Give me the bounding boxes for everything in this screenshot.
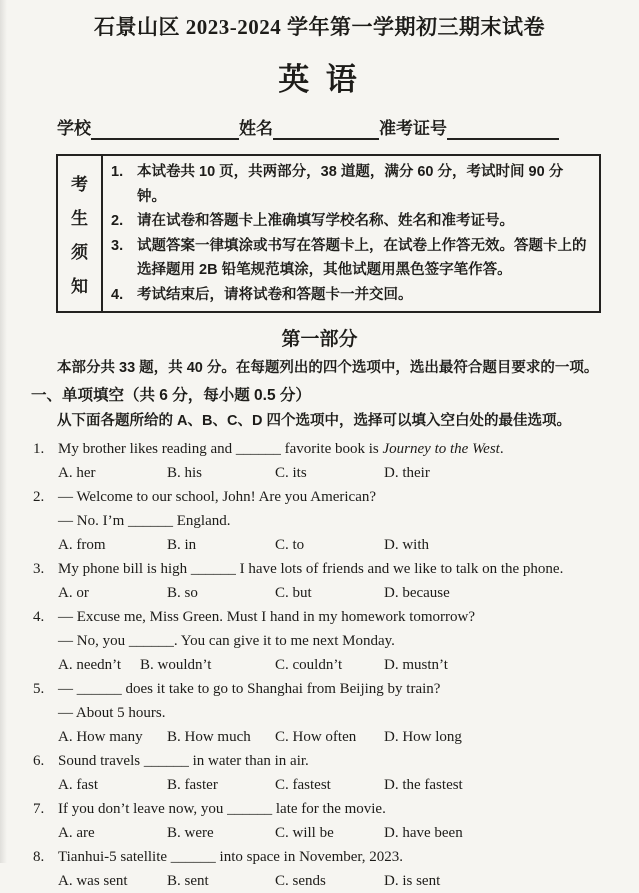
option-cell: D. because [384,585,450,601]
options-row [58,533,639,557]
option-cell: A. fast [58,777,98,793]
notice-item-text: 请在试卷和答题卡上准确填写学校名称、姓名和准考证号。 [137,213,514,229]
question-number: 8. [33,849,45,865]
notice-side-char: 知 [71,277,88,297]
question-stem-line [33,485,639,509]
notice-item-number: 3. [111,237,124,254]
question-stem-text: Tianhui-5 satellite ______ into space in November, 2023. [58,849,404,865]
option-cell: B. were [167,825,214,841]
question-stem-text: My phone bill is high ______ I have lots of friends and we like to talk on the phone. [58,561,564,577]
notice-item-number: 2. [111,213,124,229]
option-cell: B. so [167,585,198,601]
notice-item [111,209,591,234]
question-stem-line [33,845,639,869]
subject-title: 英 语 [278,62,361,97]
option-cell: C. to [275,537,305,553]
question-stem-text: My brother likes reading and ______ favorite book is Journey to the West. [58,441,504,457]
notice-item-text: 试题答案一律填涂或书写在答题卡上，在试卷上作答无效。答题卡上的选择题用 2B 铅笔规范填涂，其他试题用黑色签字笔作答。 [137,237,587,278]
option-cell: D. their [384,465,430,481]
question-list [33,437,639,893]
question-stem-text: Sound travels ______ in water than in air. [58,753,309,769]
question-stem-line [33,605,639,629]
question-stem-text: — Welcome to our school, John! Are you American? [58,489,377,505]
question-item [33,845,639,893]
question-item [33,605,639,677]
field-label-admission-number: 准考证号 [379,119,447,138]
notice-item-text: 考试结束后，请将试卷和答题卡一并交回。 [137,286,413,303]
candidate-info-line [57,118,599,140]
option-cell: B. wouldn’t [140,657,212,673]
notice-side-char: 考 [71,174,88,194]
notice-item-number: 1. [111,164,124,180]
field-label-name: 姓名 [239,119,273,138]
question-number: 3. [33,561,45,577]
options-row [58,821,639,845]
question-stem-text: — Excuse me, Miss Green. Must I hand in my homework tomorrow? [58,609,476,625]
option-cell: A. her [58,465,96,481]
question-stem-line [33,509,639,533]
field-label-school: 学校 [57,119,91,138]
question-item [33,677,639,749]
options-row [58,773,639,797]
option-cell: B. his [167,465,203,481]
part1-intro: 本部分共 33 题，共 40 分。在每题列出的四个选项中，选出最符合题目要求的一项。 [57,360,599,376]
question-stem-text: — ______ does it take to go to Shanghai from Beijing by train? [58,681,441,697]
question-number: 7. [33,801,45,817]
option-cell: D. with [384,537,429,553]
options-row [58,725,639,749]
option-cell: A. was sent [58,873,128,889]
question-number: 1. [33,441,45,457]
question-stem-line [33,437,639,461]
options-row [58,581,639,605]
question-number: 2. [33,489,45,505]
option-cell: B. How much [167,729,251,745]
option-cell: C. sends [275,873,326,889]
question-stem-line [33,629,639,653]
options-row [58,869,639,893]
question-item [33,557,639,605]
page-title: 石景山区 2023-2024 学年第一学期初三期末试卷 [94,15,545,39]
question-number: 5. [33,681,45,697]
option-cell: C. fastest [275,777,331,793]
question-item [33,749,639,797]
option-cell: B. in [167,537,197,553]
option-cell: B. faster [167,777,218,793]
option-cell: B. sent [167,873,209,889]
option-cell: A. How many [58,729,143,745]
option-cell: C. but [275,585,312,601]
section1-title: 一、单项填空（共 6 分，每小题 0.5 分） [31,387,311,404]
notice-side-char: 生 [71,208,88,228]
options-row [58,653,639,677]
notice-side-label [58,156,103,311]
question-number: 6. [33,753,45,769]
notice-box [56,154,601,313]
question-stem-line [33,749,639,773]
notice-items [103,156,599,311]
option-cell: D. the fastest [384,777,463,793]
field-blank-admission-number [447,118,559,140]
notice-item [111,160,591,209]
question-stem-line [33,677,639,701]
question-stem-text: — No, you ______. You can give it to me next Monday. [58,633,395,649]
question-item [33,437,639,485]
option-cell: A. from [58,537,106,553]
option-cell: C. How often [275,729,357,745]
question-item [33,797,639,845]
question-stem-text: — About 5 hours. [58,705,166,721]
notice-item-text: 本试卷共 10 页，共两部分，38 道题，满分 60 分，考试时间 90 分钟。 [137,164,564,205]
option-cell: D. is sent [384,873,441,889]
question-number: 4. [33,609,45,625]
question-stem-text: — No. I’m ______ England. [58,513,231,529]
section1-intro: 从下面各题所给的 A、B、C、D 四个选项中，选择可以填入空白处的最佳选项。 [57,413,571,429]
option-cell: A. needn’t [58,657,122,673]
option-cell: C. will be [275,825,334,841]
question-stem-line [33,701,639,725]
field-blank-name [273,118,379,140]
option-cell: A. are [58,825,95,841]
option-cell: D. have been [384,825,463,841]
notice-item [111,234,591,283]
option-cell: D. mustn’t [384,657,448,673]
part1-heading: 第一部分 [281,329,358,350]
question-item [33,485,639,557]
option-cell: C. couldn’t [275,657,343,673]
option-cell: A. or [58,585,89,601]
question-stem-line [33,797,639,821]
option-cell: C. its [275,465,307,481]
notice-item-number: 4. [111,286,124,303]
option-cell: D. How long [384,729,462,745]
options-row [58,461,639,485]
question-stem-text: If you don’t leave now, you ______ late for the movie. [58,801,386,817]
notice-item [111,283,591,308]
question-stem-line [33,557,639,581]
notice-side-char: 须 [71,243,88,263]
field-blank-school [91,118,239,140]
